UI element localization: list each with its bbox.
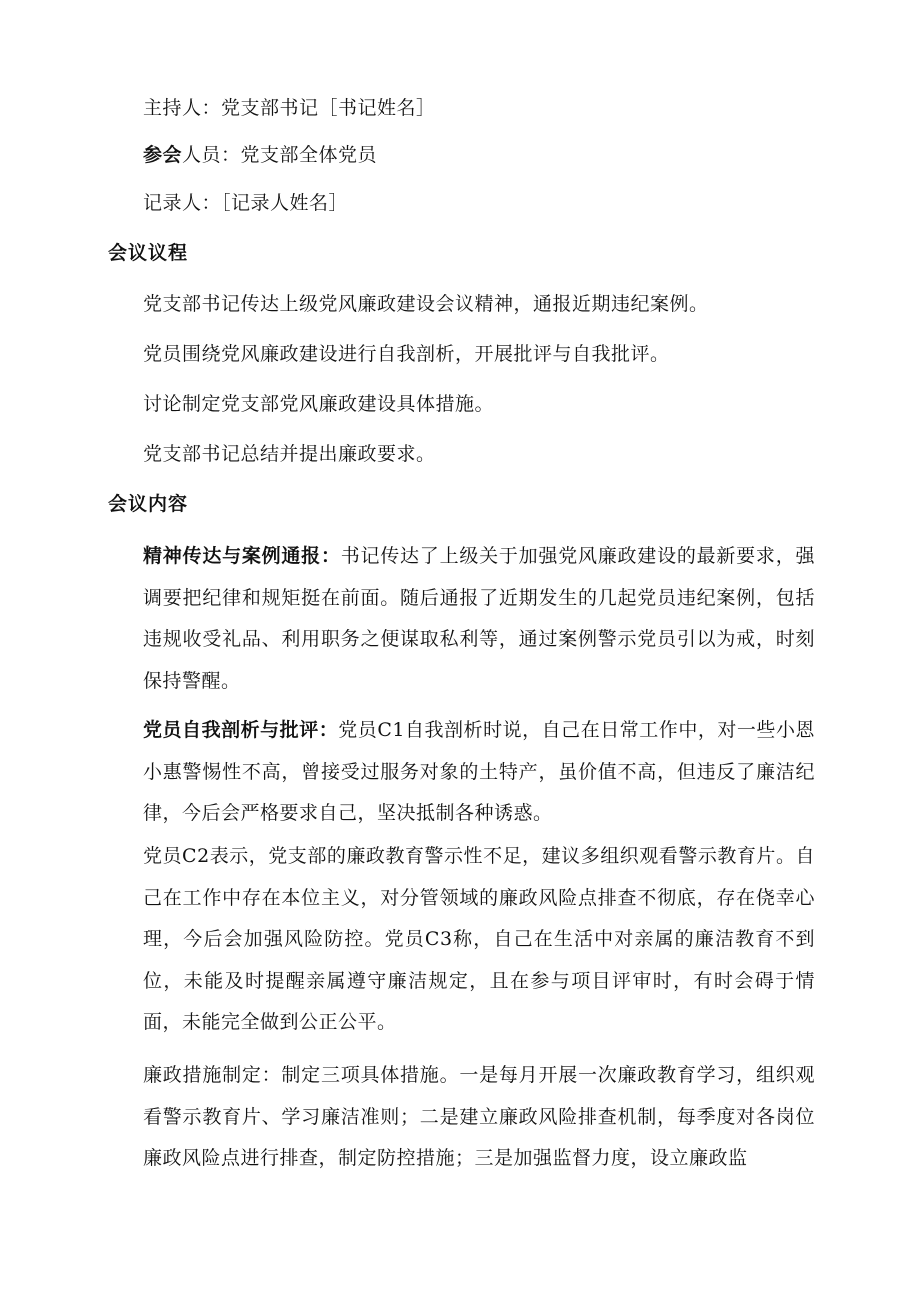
paragraph-1-text: 书记传达了上级关于加强党风廉政建设的最新要求，强调要把纪律和规矩挺在前面。随后通报了近期发生的几起党员违纪案例，包括违规收受礼品、利用职务之便谋取私利等，通过案例警示党员引以为戒，时刻保持警醒。 [143, 545, 815, 692]
recorder-line: 记录人：［记录人姓名］ [143, 192, 349, 214]
paragraph-2-text: 党员C1自我剖析时说，自己在日常工作中，对一些小恩小惠警惕性不高，曾接受过服务对象的土特产，虽价值不高，但违反了廉洁纪律，今后会严格要求自己，坚决抵制各种诱惑。 [143, 719, 815, 824]
content-paragraph-1 [143, 536, 815, 702]
content-paragraph-2 [143, 710, 815, 835]
agenda-item-3: 讨论制定党支部党风廉政建设具体措施。 [143, 393, 495, 415]
paragraph-2-label: 党员自我剖析与批评： [143, 719, 339, 741]
agenda-item-4: 党支部书记总结并提出廉政要求。 [143, 443, 436, 465]
content-paragraph-4: 廉政措施制定：制定三项具体措施。一是每月开展一次廉政教育学习，组织观看警示教育片、学习廉洁准则；二是建立廉政风险排查机制，每季度对各岗位廉政风险点进行排查，制定防控措施；三是加强监督力度，设立廉政监 [143, 1064, 815, 1169]
attendees-line [143, 143, 377, 167]
host-line: 主持人：党支部书记［书记姓名］ [143, 97, 436, 119]
agenda-heading: 会议议程 [108, 242, 189, 264]
attendees-text: 人员：党支部全体党员 [182, 144, 378, 166]
agenda-item-2: 党员围绕党风廉政建设进行自我剖析，开展批评与自我批评。 [143, 343, 670, 365]
content-heading: 会议内容 [108, 493, 189, 515]
paragraph-1-label: 精神传达与案例通报： [143, 545, 341, 567]
attendees-label: 参会 [143, 144, 183, 166]
content-paragraph-3: 党员C2表示，党支部的廉政教育警示性不足，建议多组织观看警示教育片。自己在工作中存在本位主义，对分管领域的廉政风险点排查不彻底，存在侥幸心理，今后会加强风险防控。党员C3称，自己在生活中对亲属的廉洁教育不到位，未能及时提醒亲属遵守廉洁规定，且在参与项目评审时，有时会碍于情面，未能完全做到公正公平。 [143, 845, 815, 1033]
agenda-item-1: 党支部书记传达上级党风廉政建设会议精神，通报近期违纪案例。 [143, 293, 709, 315]
